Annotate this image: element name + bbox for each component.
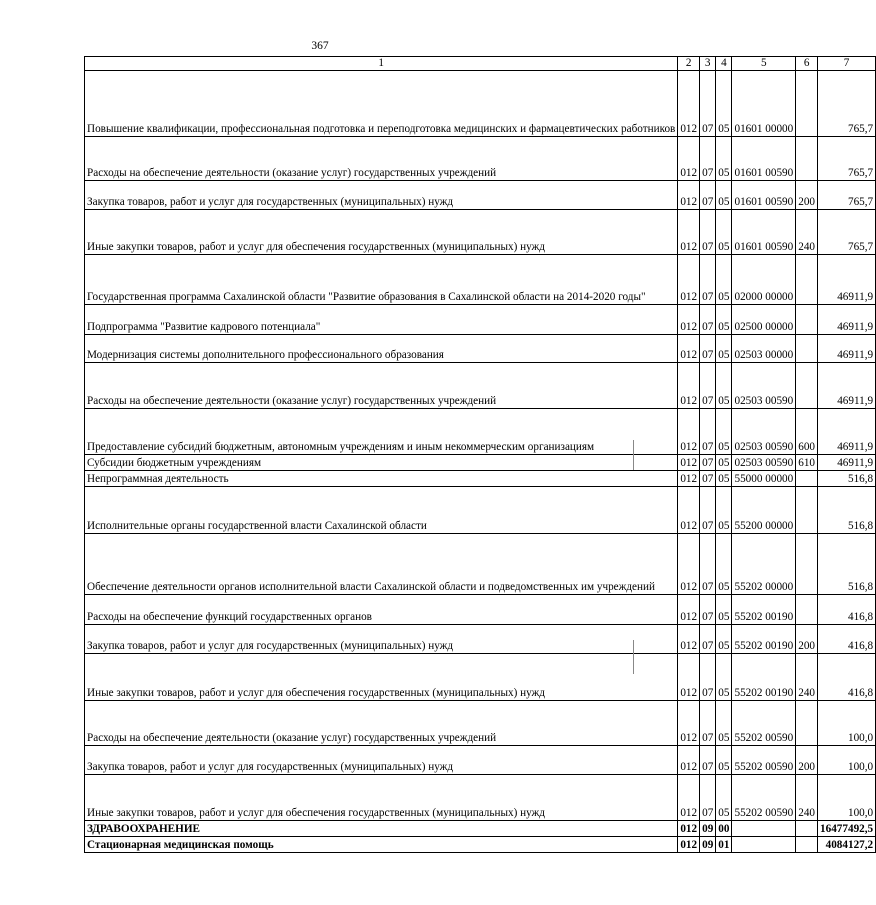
table-row [85,181,876,210]
section-code-cell: 07 [700,181,716,210]
target-item-code-cell: 55202 00190 [732,654,796,701]
amount-cell: 416,8 [818,595,876,625]
expense-type-code-cell [796,363,818,409]
amount-cell: 765,7 [818,210,876,255]
amount-cell: 4084127,2 [818,837,876,853]
expense-type-code-cell: 600 [796,409,818,455]
table-row [85,137,876,181]
row-name-cell: Закупка товаров, работ и услуг для государственных (муниципальных) нужд [85,746,678,775]
row-name-cell: Иные закупки товаров, работ и услуг для обеспечения государственных (муниципальных) нужд [85,654,678,701]
amount-cell: 765,7 [818,137,876,181]
target-item-code-cell: 02503 00590 [732,409,796,455]
row-name-cell: Расходы на обеспечение деятельности (оказание услуг) государственных учреждений [85,701,678,746]
expense-type-code-cell [796,487,818,534]
target-item-code-cell: 01601 00590 [732,181,796,210]
row-name-cell: Иные закупки товаров, работ и услуг для обеспечения государственных (муниципальных) нужд [85,775,678,821]
target-item-code-cell [732,821,796,837]
subsection-code-cell: 05 [716,335,732,363]
subsection-code-cell: 05 [716,487,732,534]
target-item-code-cell: 55202 00590 [732,746,796,775]
ministry-code-cell: 012 [678,775,700,821]
ministry-code-cell: 012 [678,534,700,595]
amount-cell: 765,7 [818,71,876,137]
table-row [85,471,876,487]
column-header: 7 [818,57,876,71]
subsection-code-cell: 05 [716,654,732,701]
subsection-code-cell: 05 [716,471,732,487]
ministry-code-cell: 012 [678,654,700,701]
expense-type-code-cell [796,255,818,305]
section-code-cell: 07 [700,534,716,595]
subsection-code-cell: 05 [716,363,732,409]
ministry-code-cell: 012 [678,821,700,837]
row-name-cell: Исполнительные органы государственной власти Сахалинской области [85,487,678,534]
ministry-code-cell: 012 [678,335,700,363]
expense-type-code-cell: 240 [796,775,818,821]
expense-type-code-cell: 200 [796,181,818,210]
target-item-code-cell: 02503 00590 [732,455,796,471]
amount-cell: 516,8 [818,471,876,487]
subsection-code-cell: 05 [716,71,732,137]
row-name-cell: Расходы на обеспечение деятельности (оказание услуг) государственных учреждений [85,137,678,181]
table-row [85,775,876,821]
table-row [85,71,876,137]
subsection-code-cell: 05 [716,701,732,746]
table-row [85,455,876,471]
subsection-code-cell: 05 [716,775,732,821]
expense-type-code-cell [796,701,818,746]
target-item-code-cell: 55000 00000 [732,471,796,487]
table-row [85,654,876,701]
target-item-code-cell: 02503 00590 [732,363,796,409]
expense-type-code-cell [796,837,818,853]
target-item-code-cell: 55202 00590 [732,775,796,821]
ministry-code-cell: 012 [678,455,700,471]
ministry-code-cell: 012 [678,181,700,210]
target-item-code-cell: 02000 00000 [732,255,796,305]
ministry-code-cell: 012 [678,71,700,137]
ministry-code-cell: 012 [678,595,700,625]
expense-type-code-cell: 610 [796,455,818,471]
section-code-cell: 07 [700,654,716,701]
expense-type-code-cell [796,821,818,837]
section-code-cell: 07 [700,335,716,363]
section-code-cell: 07 [700,409,716,455]
row-name-cell: Предоставление субсидий бюджетным, автономным учреждениям и иным некоммерческим организациям [85,409,678,455]
section-code-cell: 07 [700,71,716,137]
column-header: 2 [678,57,700,71]
budget-table [84,56,876,853]
section-code-cell: 07 [700,471,716,487]
row-name-cell: Субсидии бюджетным учреждениям [85,455,678,471]
section-code-cell: 07 [700,305,716,335]
subsection-code-cell: 01 [716,837,732,853]
amount-cell: 100,0 [818,746,876,775]
target-item-code-cell: 55202 00190 [732,595,796,625]
subsection-code-cell: 05 [716,746,732,775]
table-row [85,335,876,363]
scan-edge-mark [633,640,634,674]
row-name-cell: Расходы на обеспечение деятельности (оказание услуг) государственных учреждений [85,363,678,409]
section-code-cell: 07 [700,210,716,255]
ministry-code-cell: 012 [678,625,700,654]
amount-cell: 416,8 [818,654,876,701]
subsection-code-cell: 05 [716,534,732,595]
row-name-cell: Стационарная медицинская помощь [85,837,678,853]
ministry-code-cell: 012 [678,746,700,775]
ministry-code-cell: 012 [678,701,700,746]
amount-cell: 516,8 [818,534,876,595]
target-item-code-cell: 01601 00590 [732,210,796,255]
row-name-cell: Закупка товаров, работ и услуг для государственных (муниципальных) нужд [85,625,678,654]
section-code-cell: 07 [700,137,716,181]
expense-type-code-cell: 240 [796,654,818,701]
subsection-code-cell: 00 [716,821,732,837]
subsection-code-cell: 05 [716,305,732,335]
amount-cell: 16477492,5 [818,821,876,837]
expense-type-code-cell: 200 [796,625,818,654]
row-name-cell: Обеспечение деятельности органов исполнительной власти Сахалинской области и подведомственных им учреждений [85,534,678,595]
expense-type-code-cell [796,71,818,137]
expense-type-code-cell [796,335,818,363]
row-name-cell: Иные закупки товаров, работ и услуг для обеспечения государственных (муниципальных) нужд [85,210,678,255]
amount-cell: 46911,9 [818,255,876,305]
ministry-code-cell: 012 [678,255,700,305]
amount-cell: 46911,9 [818,335,876,363]
target-item-code-cell: 02503 00000 [732,335,796,363]
amount-cell: 46911,9 [818,409,876,455]
section-code-cell: 09 [700,821,716,837]
table-row [85,821,876,837]
scan-edge-mark [633,440,634,470]
amount-cell: 416,8 [818,625,876,654]
table-row [85,409,876,455]
section-code-cell: 07 [700,487,716,534]
section-code-cell: 07 [700,255,716,305]
ministry-code-cell: 012 [678,305,700,335]
target-item-code-cell: 01601 00000 [732,71,796,137]
section-code-cell: 07 [700,625,716,654]
ministry-code-cell: 012 [678,409,700,455]
amount-cell: 100,0 [818,775,876,821]
column-header: 5 [732,57,796,71]
target-item-code-cell: 55202 00000 [732,534,796,595]
table-row [85,595,876,625]
subsection-code-cell: 05 [716,137,732,181]
section-code-cell: 09 [700,837,716,853]
target-item-code-cell: 01601 00590 [732,137,796,181]
table-row [85,837,876,853]
table-row [85,487,876,534]
subsection-code-cell: 05 [716,595,732,625]
table-row [85,625,876,654]
table-body [85,71,876,853]
expense-type-code-cell: 200 [796,746,818,775]
target-item-code-cell: 02500 00000 [732,305,796,335]
subsection-code-cell: 05 [716,255,732,305]
amount-cell: 46911,9 [818,455,876,471]
ministry-code-cell: 012 [678,471,700,487]
target-item-code-cell [732,837,796,853]
row-name-cell: Закупка товаров, работ и услуг для государственных (муниципальных) нужд [85,181,678,210]
table-row [85,305,876,335]
section-code-cell: 07 [700,701,716,746]
amount-cell: 46911,9 [818,363,876,409]
row-name-cell: Расходы на обеспечение функций государственных органов [85,595,678,625]
row-name-cell: ЗДРАВООХРАНЕНИЕ [85,821,678,837]
amount-cell: 765,7 [818,181,876,210]
amount-cell: 100,0 [818,701,876,746]
subsection-code-cell: 05 [716,625,732,654]
column-header: 4 [716,57,732,71]
expense-type-code-cell: 240 [796,210,818,255]
row-name-cell: Повышение квалификации, профессиональная подготовка и переподготовка медицинских и фармацевтических работников [85,71,678,137]
row-name-cell: Непрограммная деятельность [85,471,678,487]
column-header: 3 [700,57,716,71]
expense-type-code-cell [796,534,818,595]
target-item-code-cell: 55202 00590 [732,701,796,746]
amount-cell: 46911,9 [818,305,876,335]
table-row [85,210,876,255]
ministry-code-cell: 012 [678,363,700,409]
expense-type-code-cell [796,137,818,181]
page-number: 367 [311,40,329,52]
target-item-code-cell: 55200 00000 [732,487,796,534]
column-header: 6 [796,57,818,71]
expense-type-code-cell [796,595,818,625]
subsection-code-cell: 05 [716,409,732,455]
table-row [85,363,876,409]
table-row [85,746,876,775]
target-item-code-cell: 55202 00190 [732,625,796,654]
row-name-cell: Государственная программа Сахалинской области "Развитие образования в Сахалинской области на 2014-2020 годы" [85,255,678,305]
amount-cell: 516,8 [818,487,876,534]
section-code-cell: 07 [700,455,716,471]
row-name-cell: Модернизация системы дополнительного профессионального образования [85,335,678,363]
section-code-cell: 07 [700,746,716,775]
ministry-code-cell: 012 [678,837,700,853]
table-row [85,701,876,746]
subsection-code-cell: 05 [716,455,732,471]
section-code-cell: 07 [700,595,716,625]
column-header: 1 [85,57,678,71]
header-row [85,57,876,71]
row-name-cell: Подпрограмма "Развитие кадрового потенциала" [85,305,678,335]
expense-type-code-cell [796,305,818,335]
section-code-cell: 07 [700,363,716,409]
subsection-code-cell: 05 [716,210,732,255]
subsection-code-cell: 05 [716,181,732,210]
ministry-code-cell: 012 [678,210,700,255]
section-code-cell: 07 [700,775,716,821]
table-row [85,255,876,305]
ministry-code-cell: 012 [678,137,700,181]
ministry-code-cell: 012 [678,487,700,534]
table-row [85,534,876,595]
expense-type-code-cell [796,471,818,487]
